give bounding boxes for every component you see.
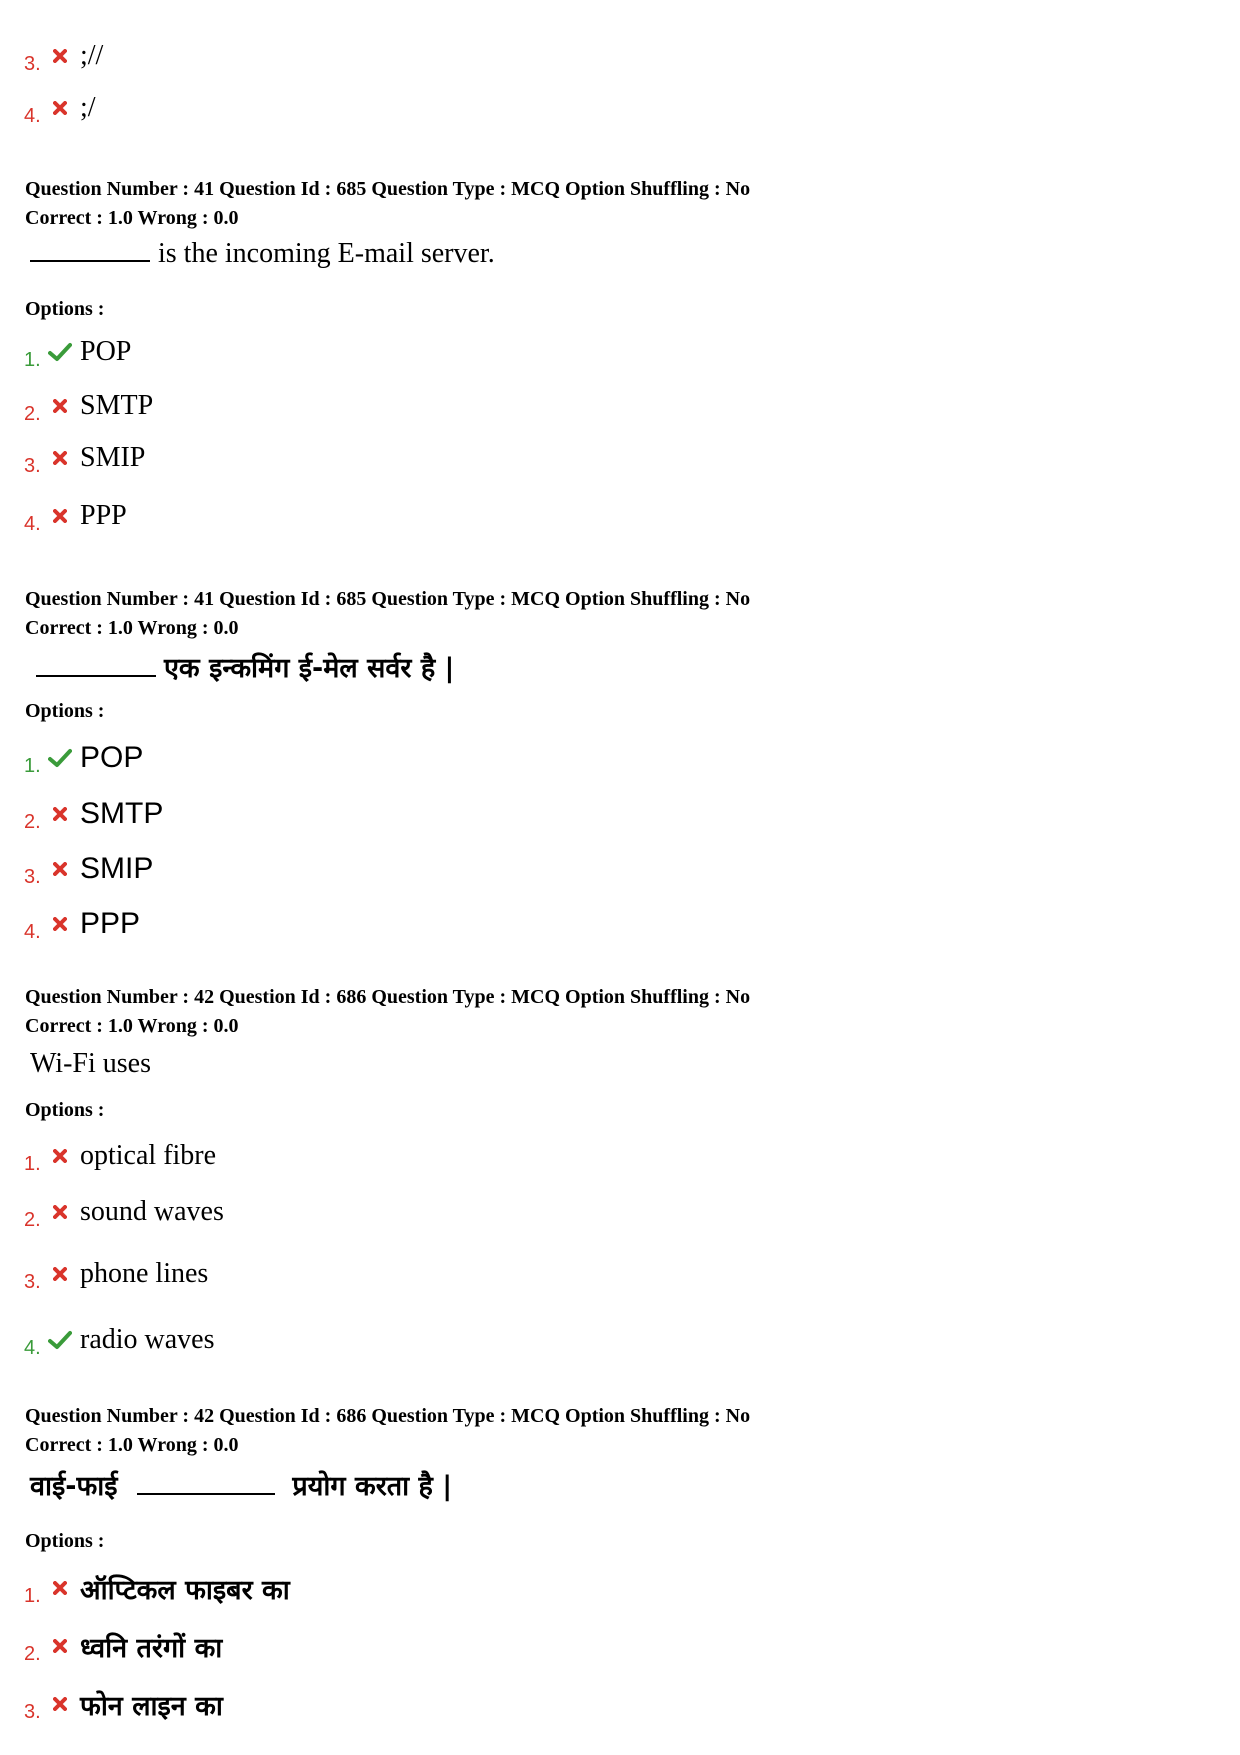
options-label: Options : [25,298,105,320]
option-number: 1. [24,1584,41,1607]
option-number: 3. [24,52,41,75]
option-item [24,1190,224,1234]
option-number: 1. [24,754,41,777]
cross-icon [46,1581,74,1595]
cross-icon [46,1639,74,1653]
cross-icon [46,1149,74,1163]
cross-icon [46,1697,74,1711]
option-item [24,1566,290,1610]
check-icon [46,1330,74,1350]
option-number: 2. [24,402,41,425]
option-item [24,736,143,780]
option-text: POP [80,336,132,367]
options-label: Options : [25,1099,105,1121]
options-label: Options : [25,1530,105,1552]
option-text: SMIP [80,442,146,473]
cross-icon [46,399,74,413]
option-item [24,436,145,480]
cross-icon [46,917,74,931]
option-text: phone lines [80,1258,209,1289]
option-number: 4. [24,920,41,943]
option-text: sound waves [80,1196,224,1227]
option-text: SMTP [80,797,164,830]
option-text: SMIP [80,852,154,885]
cross-icon [46,509,74,523]
option-text: ध्वनि तरंगों का [80,1632,223,1664]
option-item [24,34,103,78]
options-label: Options : [25,700,105,722]
option-item [24,1252,208,1296]
question-marks: Correct : 1.0 Wrong : 0.0 [25,617,239,639]
option-text: PPP [80,907,141,940]
option-text: ;// [80,40,104,71]
cross-icon [46,1205,74,1219]
option-number: 4. [24,512,41,535]
question-text: एक इन्कमिंग ई-मेल सर्वर है | [36,648,454,685]
check-icon [46,342,74,362]
option-text: radio waves [80,1324,215,1355]
option-item [24,1318,215,1362]
answer-blank [36,653,156,677]
question-meta: Question Number : 41 Question Id : 685 Question Type : MCQ Option Shuffling : No [25,588,751,610]
cross-icon [46,101,74,115]
option-text: POP [80,741,144,774]
option-number: 3. [24,454,41,477]
option-number: 1. [24,348,41,371]
question-marks: Correct : 1.0 Wrong : 0.0 [25,207,239,229]
answer-blank [30,238,150,262]
option-number: 3. [24,1700,41,1723]
cross-icon [46,862,74,876]
option-number: 2. [24,1208,41,1231]
option-number: 2. [24,810,41,833]
option-number: 4. [24,1336,41,1359]
option-text: ऑप्टिकल फाइबर का [80,1574,290,1606]
option-item [24,330,131,374]
option-item [24,86,96,130]
question-meta: Question Number : 42 Question Id : 686 Question Type : MCQ Option Shuffling : No [25,1405,751,1427]
option-item [24,1624,222,1668]
cross-icon [46,49,74,63]
option-number: 4. [24,104,41,127]
cross-icon [46,807,74,821]
question-marks: Correct : 1.0 Wrong : 0.0 [25,1434,239,1456]
cross-icon [46,451,74,465]
option-item [24,792,163,836]
option-item [24,902,140,946]
option-item [24,494,127,538]
option-item [24,847,153,891]
cross-icon [46,1267,74,1281]
question-meta: Question Number : 41 Question Id : 685 Question Type : MCQ Option Shuffling : No [25,178,751,200]
option-item [24,1134,216,1178]
option-text: PPP [80,500,127,531]
question-text: वाई-फाई प्रयोग करता है | [30,1471,453,1502]
option-text: ;/ [80,92,96,123]
option-number: 3. [24,865,41,888]
answer-blank [137,1471,275,1495]
question-meta: Question Number : 42 Question Id : 686 Question Type : MCQ Option Shuffling : No [25,986,751,1008]
question-text: Wi-Fi uses [30,1048,151,1079]
option-number: 2. [24,1642,41,1665]
option-number: 1. [24,1152,41,1175]
option-text: फोन लाइन का [80,1690,223,1722]
option-item [24,1682,223,1726]
option-text: SMTP [80,390,154,421]
question-marks: Correct : 1.0 Wrong : 0.0 [25,1015,239,1037]
option-text: optical fibre [80,1140,217,1171]
check-icon [46,748,74,768]
question-text: is the incoming E-mail server. [30,238,495,270]
option-number: 3. [24,1270,41,1293]
option-item [24,384,153,428]
